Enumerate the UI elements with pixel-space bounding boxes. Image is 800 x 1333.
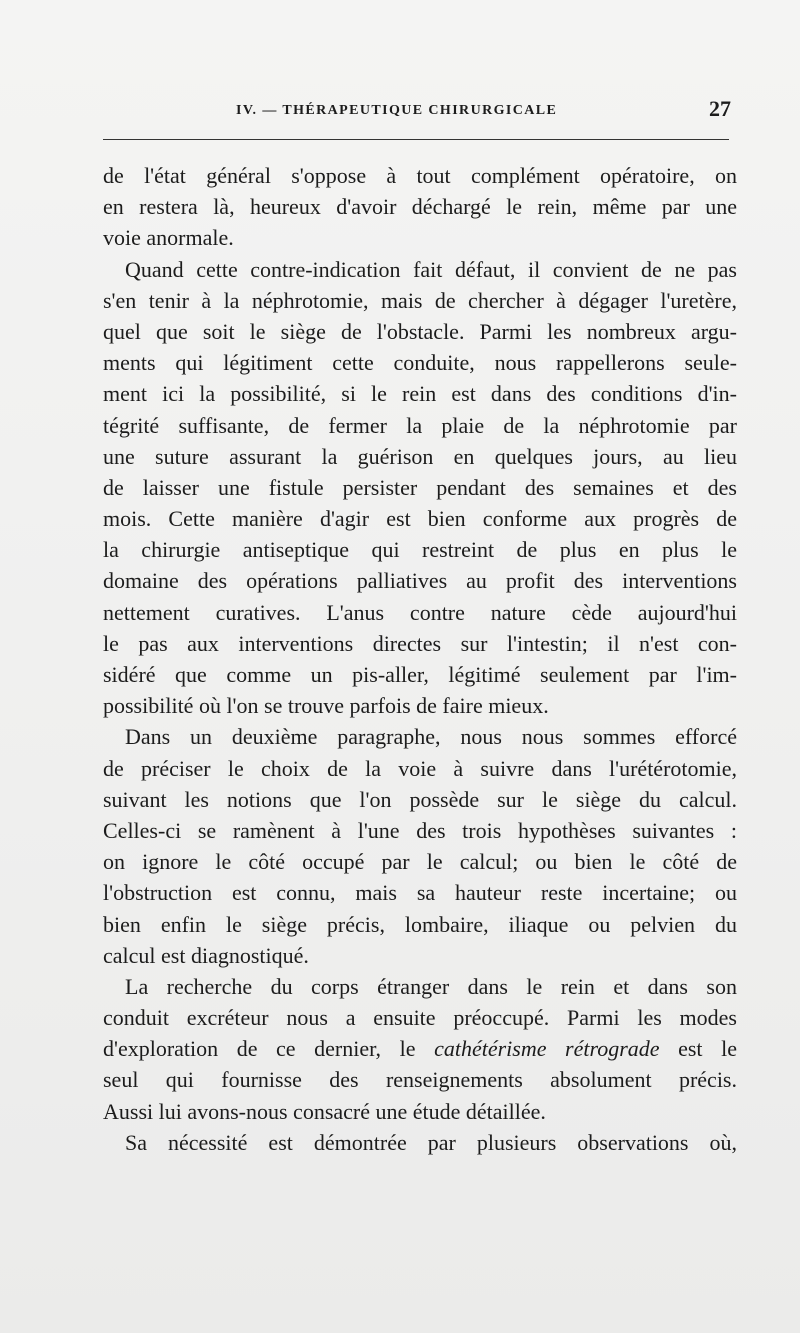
text-line: domaine des opérations palliatives au profit des interventions [103, 568, 737, 594]
text-line: sidéré que comme un pis-aller, légitimé seulement par l'im- [103, 662, 737, 687]
text-line: nettement curatives. L'anus contre nature cède aujourd'hui [103, 599, 737, 625]
text-line: Celles-ci se ramènent à l'une des trois hypothèses suivantes : [103, 817, 737, 843]
text-line: de laisser une fistule persister pendant des semaines et des [103, 474, 737, 500]
text-line: La recherche du corps étranger dans le rein et dans son [125, 973, 737, 999]
text-line-with-italic [103, 1033, 737, 1064]
text-line: une suture assurant la guérison en quelques jours, au lieu [103, 443, 737, 469]
body-text [103, 160, 737, 1158]
text-line: suivant les notions que l'on possède sur le siège du calcul. [103, 786, 737, 812]
text-fragment: est le [659, 1036, 737, 1062]
text-line: ment ici la possibilité, si le rein est dans des conditions d'in- [103, 381, 737, 407]
text-line: mois. Cette manière d'agir est bien conforme aux progrès de [103, 506, 737, 532]
italic-phrase: cathétérisme rétrograde [434, 1036, 660, 1062]
text-line: l'obstruction est connu, mais sa hauteur reste incertaine; ou [103, 880, 737, 906]
running-head: IV. — THÉRAPEUTIQUE CHIRURGICALE [236, 103, 558, 118]
text-line: Quand cette contre-indication fait défaut, il convient de ne pas [125, 256, 737, 282]
text-line: voie anormale. [103, 225, 234, 251]
text-line: s'en tenir à la néphrotomie, mais de chercher à dégager l'uretère, [103, 287, 737, 313]
text-line: le pas aux interventions directes sur l'intestin; il n'est con- [103, 630, 737, 656]
text-fragment: d'exploration de ce dernier, le [103, 1036, 435, 1062]
header-rule [103, 139, 729, 140]
text-line: Sa nécessité est démontrée par plusieurs observations où, [125, 1129, 737, 1155]
page-header [103, 96, 735, 130]
paragraph-3 [103, 721, 737, 971]
text-line: la chirurgie antiseptique qui restreint de plus en plus le [103, 537, 737, 563]
paragraph-5 [103, 1127, 737, 1158]
text-line: calcul est diagnostiqué. [103, 942, 309, 968]
paragraph-1 [103, 160, 737, 254]
text-line: seul qui fournisse des renseignements absolument précis. [103, 1067, 737, 1093]
text-line: de l'état général s'oppose à tout complément opératoire, on [103, 163, 737, 188]
text-line: Dans un deuxième paragraphe, nous nous sommes efforcé [125, 724, 737, 750]
text-line: possibilité où l'on se trouve parfois de faire mieux. [103, 693, 549, 719]
text-line: tégrité suffisante, de fermer la plaie de la néphrotomie par [103, 412, 737, 438]
text-line: quel que soit le siège de l'obstacle. Parmi les nombreux argu- [103, 318, 737, 344]
text-line: bien enfin le siège précis, lombaire, iliaque ou pelvien du [103, 911, 737, 937]
page-number: 27 [709, 96, 731, 121]
text-line: on ignore le côté occupé par le calcul; ou bien le côté de [103, 849, 737, 875]
text-line: ments qui légitiment cette conduite, nous rappellerons seule- [103, 350, 737, 376]
text-line: en restera là, heureux d'avoir déchargé le rein, même par une [103, 194, 737, 220]
text-line: Aussi lui avons-nous consacré une étude détaillée. [103, 1098, 546, 1124]
paragraph-2 [103, 254, 737, 722]
text-line: de préciser le choix de la voie à suivre dans l'urétérotomie, [103, 755, 737, 781]
text-line: conduit excréteur nous a ensuite préoccupé. Parmi les modes [103, 1005, 737, 1031]
paragraph-4 [103, 971, 737, 1127]
